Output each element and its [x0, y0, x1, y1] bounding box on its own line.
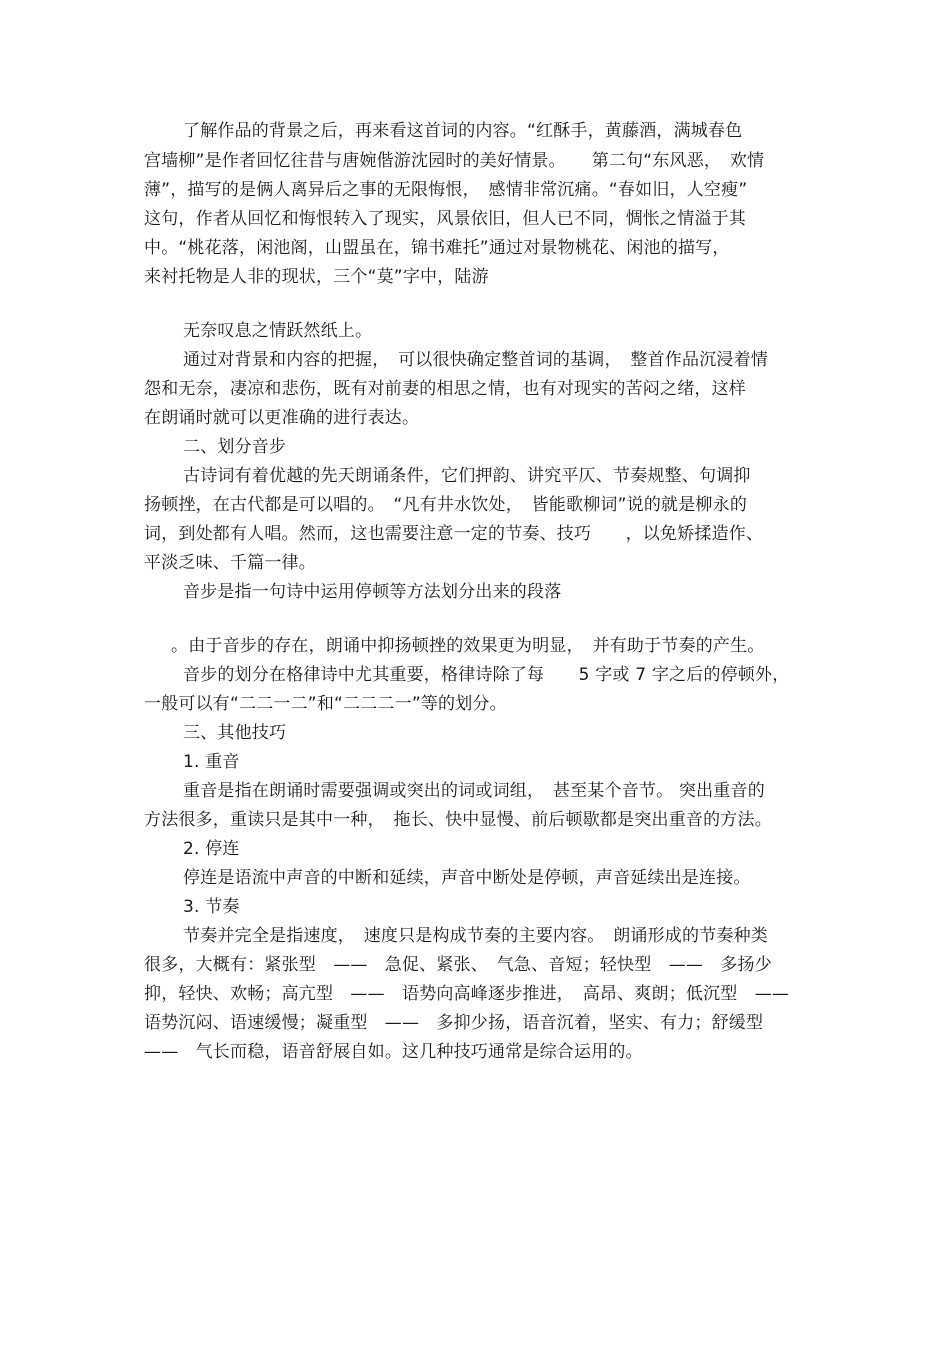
text-line: 宫墙柳”是作者回忆往昔与唐婉偕游沈园时的美好情景。 第二句“东风恶， 欢情 [144, 151, 765, 171]
text-line: 来衬托物是人非的现状，三个“莫”字中，陆游 [144, 267, 489, 287]
text-line: 这句，作者从回忆和悔恨转入了现实，风景依旧，但人已不同，惆怅之情溢于其 [144, 209, 746, 229]
text-line: 在朗诵时就可以更准确的进行表达。 [144, 408, 420, 428]
text-line: 音步的划分在格律诗中尤其重要，格律诗除了每 5 字或 7 字之后的停顿外， [183, 665, 790, 685]
text-line: 无奈叹息之情跃然纸上。 [183, 321, 373, 341]
text-line: 重音是指在朗诵时需要强调或突出的词或词组， 甚至某个音节。 突出重音的 [183, 781, 765, 801]
subsection-heading: 1. 重音 [183, 752, 240, 772]
text-line: —— 气长而稳，语音舒展自如。这几种技巧通常是综合运用的。 [144, 1042, 643, 1062]
text-line: 薄”，描写的是俩人离异后之事的无限悔恨， 感情非常沉痛。“春如旧，人空瘦” [144, 180, 748, 200]
text-line: 了解作品的背景之后，再来看这首词的内容。“红酥手，黄藤酒，满城春色 [183, 121, 743, 141]
text-line: 很多，大概有：紧张型 —— 急促、紧张、 气急、音短；轻快型 —— 多扬少 [144, 955, 772, 975]
text-line: 平淡乏味、千篇一律。 [144, 553, 316, 573]
text-line: 停连是语流中声音的中断和延续，声音中断处是停顿，声音延续出是连接。 [183, 868, 751, 888]
text-line: 。由于音步的存在，朗诵中抑扬顿挫的效果更为明显， 并有助于节奏的产生。 [171, 636, 765, 656]
text-line: 音步是指一句诗中运用停顿等方法划分出来的段落 [183, 582, 562, 602]
subsection-heading: 3. 节奏 [183, 897, 240, 917]
text-line: 节奏并完全是指速度， 速度只是构成节奏的主要内容。 朗诵形成的节奏种类 [183, 926, 768, 946]
text-line: 一般可以有“二二一二”和“二二二一”等的划分。 [144, 694, 507, 714]
text-line: 词，到处都有人唱。然而，这也需要注意一定的节奏、技巧 ，以免矫揉造作、 [144, 524, 764, 544]
subsection-heading: 2. 停连 [183, 839, 240, 859]
text-line: 抑，轻快、欢畅；高亢型 —— 语势向高峰逐步推进， 高昂、爽朗；低沉型 —— [144, 984, 790, 1004]
text-line: 扬顿挫，在古代都是可以唱的。 “凡有井水饮处， 皆能歌柳词”说的就是柳永的 [144, 495, 748, 515]
text-line: 中。“桃花落，闲池阁，山盟虽在，锦书难托”通过对景物桃花、闲池的描写， [144, 238, 730, 258]
text-line: 古诗词有着优越的先天朗诵条件，它们押韵、讲究平仄、节奏规整、句调抑 [183, 466, 751, 486]
section-heading: 三、其他技巧 [183, 723, 287, 743]
text-line: 方法很多，重读只是其中一种， 拖长、快中显慢、前后顿歇都是突出重音的方法。 [144, 810, 772, 830]
text-line: 语势沉闷、语速缓慢；凝重型 —— 多抑少扬，语音沉着，坚实、有力；舒缓型 [144, 1013, 764, 1033]
text-line: 怨和无奈，凄凉和悲伤，既有对前妻的相思之情，也有对现实的苦闷之绪，这样 [144, 379, 746, 399]
section-heading: 二、划分音步 [183, 437, 287, 457]
text-line: 通过对背景和内容的把握， 可以很快确定整首词的基调， 整首作品沉浸着情 [183, 350, 768, 370]
